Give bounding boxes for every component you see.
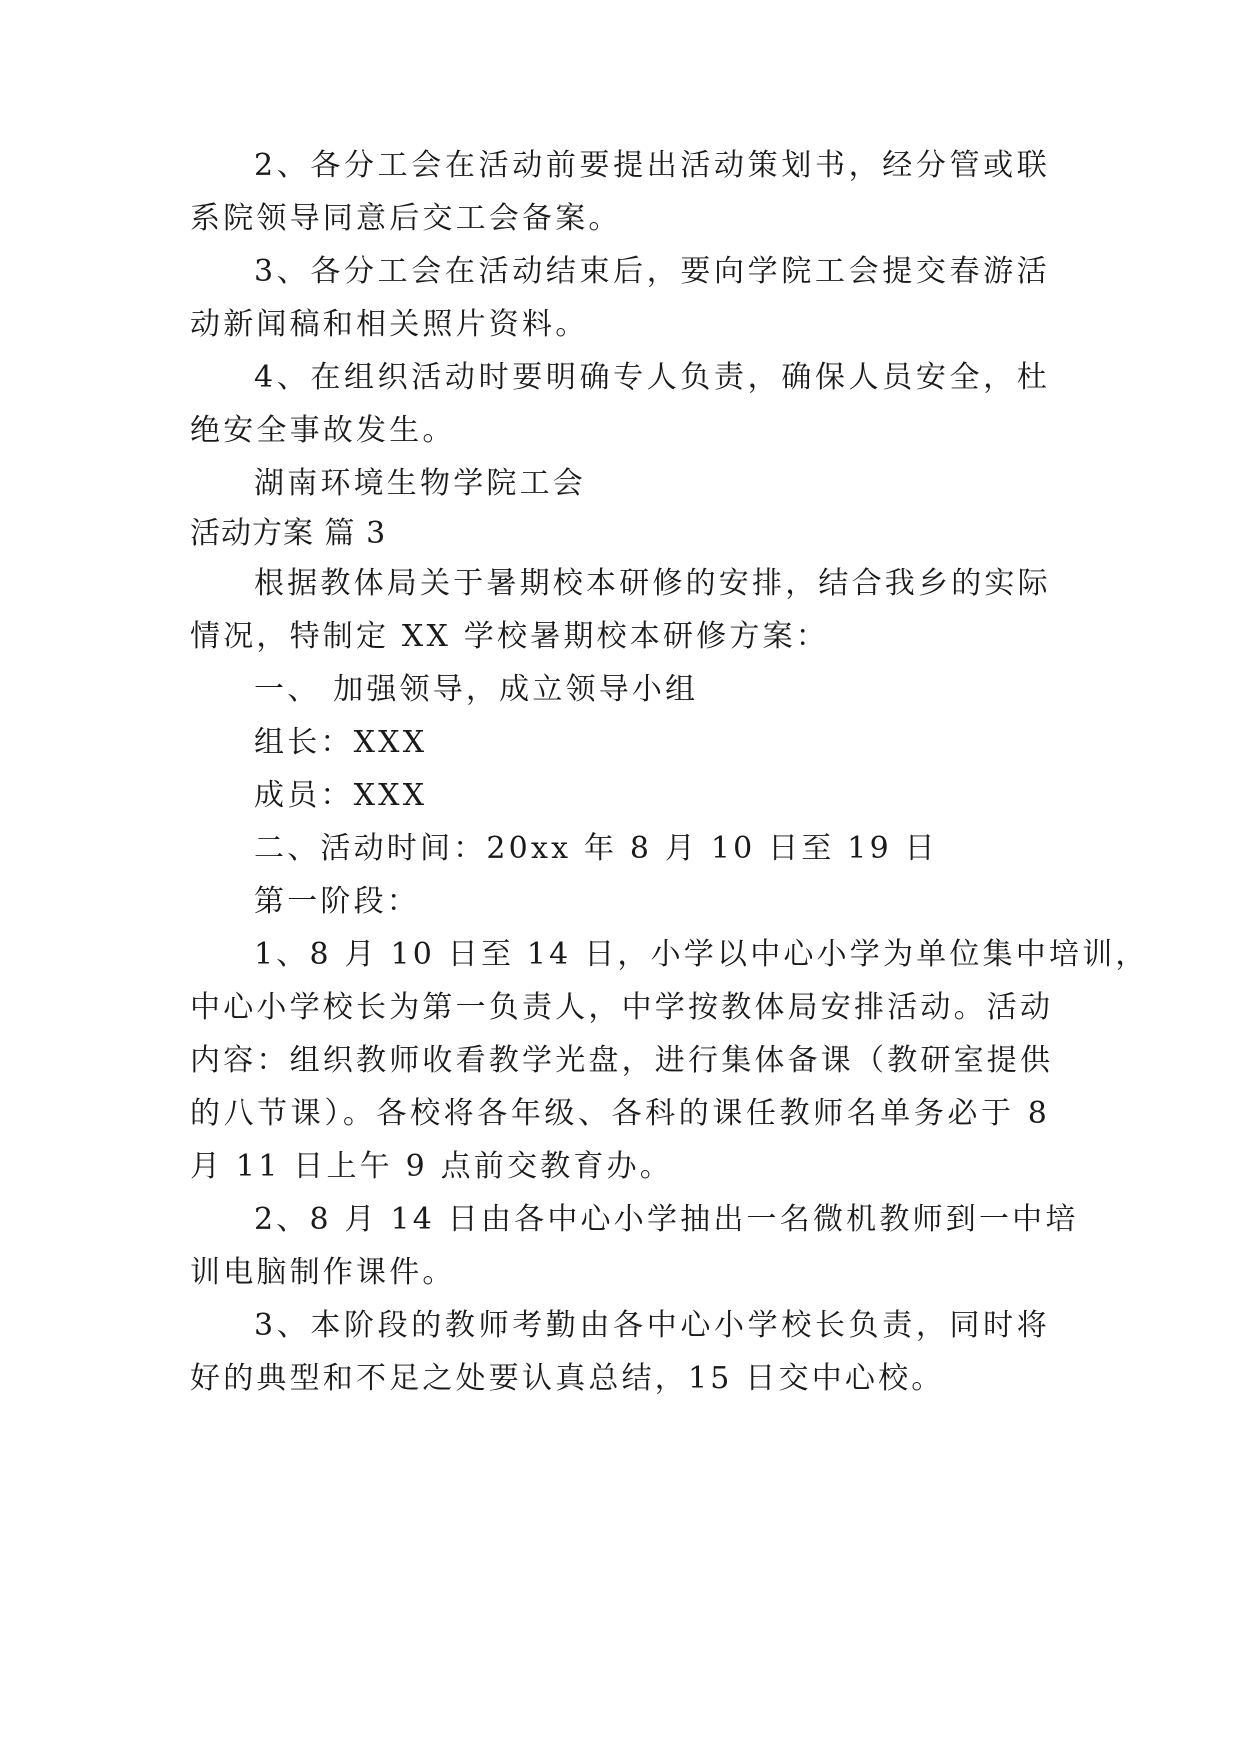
paragraph-line: 情况，特制定 XX 学校暑期校本研修方案： [190, 619, 829, 654]
paragraph-line: 2、各分工会在活动前要提出活动策划书，经分管或联 [254, 148, 1050, 183]
paragraph-line: 3、本阶段的教师考勤由各中心小学校长负责，同时将 [254, 1308, 1050, 1343]
paragraph-line: 一、 加强领导，成立领导小组 [254, 672, 699, 707]
paragraph-line: 4、在组织活动时要明确专人负责，确保人员安全，杜 [254, 360, 1050, 395]
paragraph-line: 的八节课）。各校将各年级、各科的课任教师名单务必于 8 [190, 1096, 1050, 1131]
paragraph-line: 好的典型和不足之处要认真总结，15 日交中心校。 [190, 1361, 945, 1396]
paragraph-line: 1、8 月 10 日至 14 日，小学以中心小学为单位集中培训， [254, 937, 1149, 972]
paragraph-line: 成员：XXX [254, 778, 428, 813]
paragraph-line: 动新闻稿和相关照片资料。 [190, 307, 589, 342]
paragraph-line: 第一阶段： [254, 884, 420, 919]
paragraph-line: 二、活动时间：20xx 年 8 月 10 日至 19 日 [254, 831, 938, 866]
paragraph-line: 系院领导同意后交工会备案。 [190, 201, 622, 236]
paragraph-line: 2、8 月 14 日由各中心小学抽出一名微机教师到一中培 [254, 1202, 1079, 1237]
signature-line: 湖南环境生物学院工会 [254, 466, 586, 501]
paragraph-line: 组长：XXX [254, 725, 428, 760]
paragraph-line: 根据教体局关于暑期校本研修的安排，结合我乡的实际 [254, 566, 1051, 601]
paragraph-line: 训电脑制作课件。 [190, 1255, 456, 1290]
paragraph-line: 3、各分工会在活动结束后，要向学院工会提交春游活 [254, 254, 1050, 289]
paragraph-line: 内容：组织教师收看教学光盘，进行集体备课（教研室提供 [190, 1043, 1054, 1078]
paragraph-line: 月 11 日上午 9 点前交教育办。 [190, 1149, 674, 1184]
paragraph-line: 中心小学校长为第一负责人，中学按教体局安排活动。活动 [190, 990, 1054, 1025]
paragraph-line: 绝安全事故发生。 [190, 413, 456, 448]
section-heading: 活动方案 篇 3 [190, 516, 387, 551]
